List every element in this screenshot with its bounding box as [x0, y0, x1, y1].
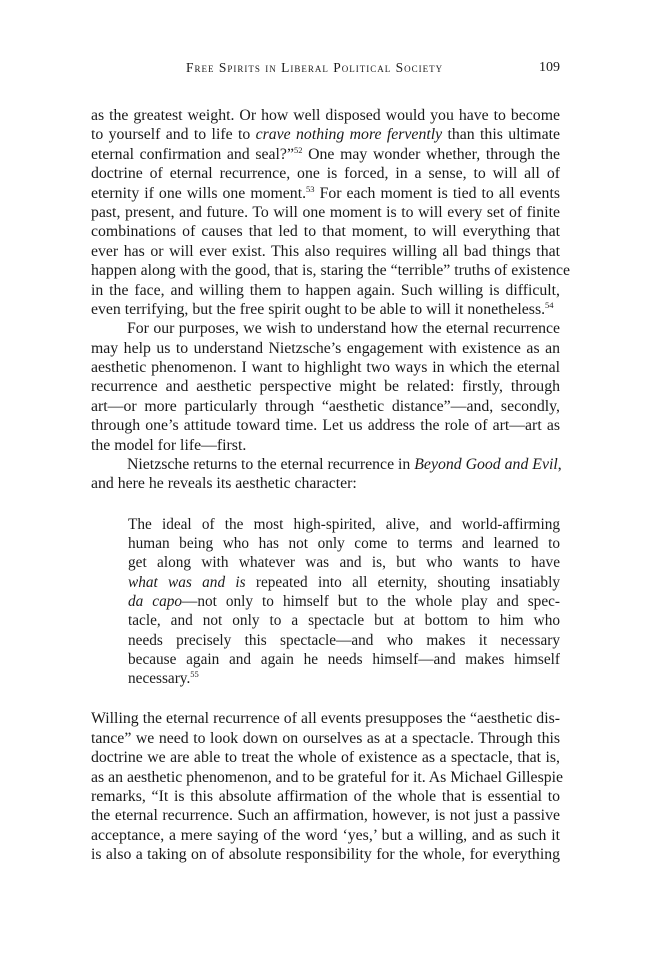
text-segment: tacle, and not only to a spectacle but at bottom to him who	[128, 612, 560, 630]
text-line	[91, 339, 560, 358]
text-segment: Nietzsche returns to the eternal recurrence in	[127, 456, 415, 474]
text-segment: the eternal recurrence. Such an affirmation, however, is not just a passive	[91, 807, 560, 825]
text-line	[91, 184, 560, 203]
text-line	[91, 164, 560, 183]
quote-line	[128, 631, 560, 650]
paragraph	[91, 106, 571, 319]
text-segment: combinations of causes that led to that moment, to will everything that	[91, 223, 560, 241]
text-segment: repeated into all eternity, shouting insatiably	[245, 573, 560, 591]
text-segment: because again and again he needs himself—and makes himself	[128, 650, 560, 668]
text-segment: needs precisely this spectacle—and who makes it necessary	[128, 631, 560, 649]
running-head	[92, 60, 560, 80]
page-number: 109	[539, 60, 560, 75]
text-segment: necessary.	[128, 670, 191, 688]
italic-text: Beyond Good and Evil	[414, 456, 558, 474]
text-segment: eternal confirmation and seal?”	[91, 145, 294, 163]
text-segment: Willing the eternal recurrence of all events presupposes the “aesthetic dis-	[91, 710, 560, 728]
text-segment: is also a taking on of absolute responsibility for the whole, for everything	[91, 846, 560, 864]
text-segment: One may wonder whether, through the	[302, 145, 560, 163]
footnote-reference: 52	[293, 144, 303, 155]
text-line	[91, 436, 560, 455]
text-segment: than this ultimate	[442, 126, 560, 144]
text-segment: even terrifying, but the free spirit ought to be able to will it nonetheless.	[91, 300, 546, 318]
quote-line	[128, 611, 560, 630]
footnote-reference: 54	[545, 299, 554, 310]
text-line	[91, 806, 560, 825]
footnote-reference: 55	[190, 669, 199, 680]
text-segment: recurrence and aesthetic perspective might be related: firstly, through	[91, 378, 560, 396]
text-segment: ever has or will ever exist. This also requires willing all bad things that	[91, 242, 560, 260]
text-line	[91, 377, 560, 396]
text-line	[91, 261, 571, 280]
text-segment: doctrine of eternal recurrence, one is forced, in a sense, to will all of	[91, 165, 560, 183]
text-line	[91, 416, 560, 435]
text-segment: eternity if one wills one moment.	[91, 184, 307, 202]
text-segment: and here he reveals its aesthetic character:	[91, 475, 357, 493]
text-line	[91, 242, 560, 261]
text-line	[91, 826, 560, 845]
text-line	[91, 222, 560, 241]
text-segment: doctrine we are able to treat the whole of existence as a spectacle, that is,	[91, 749, 560, 767]
text-segment: The ideal of the most high-spirited, alive, and world-affirming	[128, 515, 560, 533]
text-line	[91, 748, 560, 767]
text-segment: happen along with the good, that is, staring the “terrible” truths of existence	[91, 262, 571, 280]
text-segment: acceptance, a mere saying of the word ‘yes,’ but a willing, and as such it	[91, 826, 560, 844]
spacer	[91, 494, 560, 515]
text-segment: to yourself and to life to	[91, 126, 256, 144]
paragraph	[91, 709, 564, 864]
text-segment: through one’s attitude toward time. Let us address the role of art—art as	[91, 417, 560, 435]
italic-text: what was and is	[128, 573, 246, 591]
text-segment: in the face, and willing them to happen again. Such willing is difficult,	[91, 281, 560, 299]
text-line	[91, 281, 560, 300]
quote-line	[128, 534, 560, 553]
text-segment: get along with whatever was and is, but who wants to have	[128, 554, 560, 572]
paragraph	[91, 455, 560, 494]
text-segment: art—or more particularly through “aesthetic distance”—and, secondly,	[91, 397, 560, 415]
text-line	[91, 729, 560, 748]
text-line	[91, 125, 560, 144]
text-segment: —not only to himself but to the whole play and spec-	[182, 593, 560, 610]
text-segment: as the greatest weight. Or how well disposed would you have to become	[91, 107, 560, 124]
text-segment: the model for life—first.	[91, 436, 247, 454]
text-line	[91, 455, 560, 474]
running-title: Free Spirits in Liberal Political Society	[186, 60, 444, 75]
text-line	[91, 474, 560, 493]
text-line	[91, 845, 560, 864]
text-line	[91, 319, 560, 338]
text-segment: ,	[557, 456, 562, 474]
text-segment: human being who has not only come to terms and learned to	[128, 535, 560, 553]
footnote-reference: 53	[306, 183, 315, 194]
quote-line	[128, 592, 560, 611]
text-segment: as an aesthetic phenomenon, and to be grateful for it. As Michael Gillespie	[91, 768, 564, 786]
text-line	[91, 397, 560, 416]
text-line	[91, 106, 560, 125]
italic-text: da capo	[128, 593, 183, 610]
quote-line	[128, 650, 560, 669]
text-segment: For our purposes, we wish to understand how the eternal recurrence	[127, 320, 560, 338]
text-line	[91, 768, 564, 787]
text-segment: For each moment is tied to all events	[314, 184, 560, 202]
text-line	[91, 358, 560, 377]
quote-line	[128, 573, 560, 592]
text-segment: may help us to understand Nietzsche’s engagement with existence as an	[91, 339, 560, 357]
text-segment: remarks, “It is this absolute affirmation of the whole that is essential to	[91, 788, 560, 806]
text-segment: aesthetic phenomenon. I want to highlight two ways in which the eternal	[91, 359, 560, 377]
quote-line	[128, 515, 560, 534]
text-line	[91, 300, 560, 319]
text-segment: tance” we need to look down on ourselves as at a spectacle. Through this	[91, 729, 560, 747]
text-segment: past, present, and future. To will one moment is to will every set of finite	[91, 203, 560, 221]
text-line	[91, 787, 560, 806]
block-quote	[91, 515, 560, 689]
quote-line	[128, 669, 560, 688]
quote-line	[128, 553, 560, 572]
text-line	[91, 709, 560, 728]
text-line	[91, 203, 560, 222]
spacer	[91, 688, 560, 709]
italic-text: crave nothing more fervently	[255, 126, 443, 144]
body-text	[91, 106, 571, 865]
text-line	[91, 145, 560, 164]
paragraph	[91, 319, 560, 455]
